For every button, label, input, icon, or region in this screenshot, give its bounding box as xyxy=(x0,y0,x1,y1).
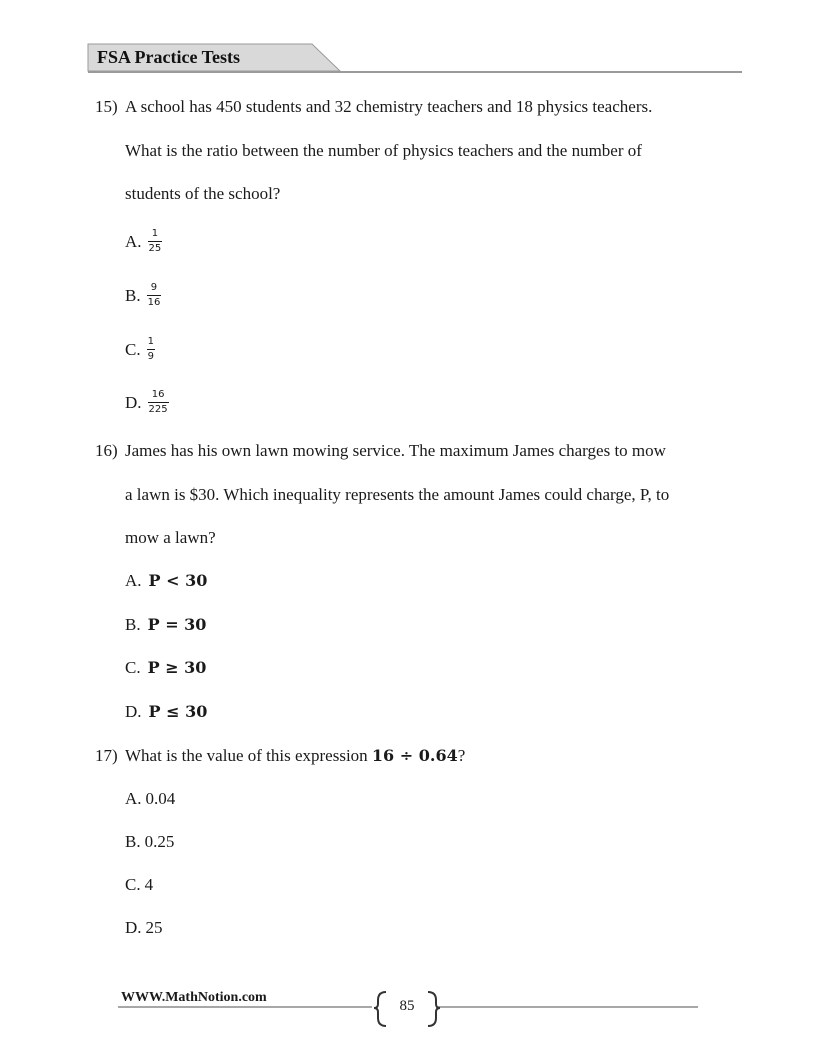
question-text-line: mow a lawn? xyxy=(125,528,216,547)
question-text: What is the value of this expression xyxy=(125,746,372,765)
question-expression: 16 ÷ 0.64 xyxy=(371,746,458,765)
option-expression: P = 30 xyxy=(147,615,207,634)
fraction xyxy=(148,228,163,255)
question-number: 15) xyxy=(95,97,118,116)
option-letter: B. xyxy=(125,615,141,634)
page-number: 85 xyxy=(399,998,415,1014)
numerator: 1 xyxy=(147,336,154,347)
numerator: 9 xyxy=(150,282,158,293)
option-letter: A. xyxy=(125,789,142,808)
option-letter: D. xyxy=(125,392,142,412)
option-letter: A. xyxy=(125,571,142,590)
answer-option-d[interactable] xyxy=(125,917,163,939)
option-expression: P ≥ 30 xyxy=(147,658,207,677)
question-text-line: a lawn is $30. Which inequality represents the amount James could charge, P, to xyxy=(125,485,670,504)
answer-option-d[interactable] xyxy=(125,389,169,416)
option-expression: P ≤ 30 xyxy=(148,702,208,721)
answer-option-b[interactable] xyxy=(125,831,174,853)
answer-option-b[interactable] xyxy=(125,282,161,309)
answer-option-c[interactable] xyxy=(125,874,153,896)
question-17 xyxy=(95,745,465,767)
question-15 xyxy=(95,96,652,118)
answer-option-b[interactable] xyxy=(125,614,206,636)
question-text-line: A school has 450 students and 32 chemistry teachers and 18 physics teachers. xyxy=(125,97,653,116)
question-16 xyxy=(95,440,666,462)
fraction xyxy=(147,282,162,309)
option-letter: C. xyxy=(125,875,141,894)
header-title: FSA Practice Tests xyxy=(97,47,240,67)
header-tab-shape xyxy=(0,0,816,80)
denominator: 225 xyxy=(148,404,168,415)
answer-option-a[interactable] xyxy=(125,788,175,810)
option-letter: D. xyxy=(125,702,142,721)
option-expression: P < 30 xyxy=(148,571,208,590)
page-header xyxy=(0,0,816,80)
option-text: 0.04 xyxy=(145,789,176,808)
denominator: 25 xyxy=(148,243,162,254)
question-suffix: ? xyxy=(457,746,466,765)
option-letter: A. xyxy=(125,231,142,251)
numerator: 1 xyxy=(151,228,159,239)
denominator: 9 xyxy=(147,351,154,362)
answer-option-a[interactable] xyxy=(125,570,207,592)
answer-option-c[interactable] xyxy=(125,657,206,679)
fraction xyxy=(148,389,169,416)
option-text: 4 xyxy=(144,875,154,894)
option-letter: D. xyxy=(125,918,142,937)
denominator: 16 xyxy=(147,297,161,308)
answer-option-d[interactable] xyxy=(125,701,207,723)
fraction xyxy=(147,336,155,363)
question-text-line: What is the ratio between the number of physics teachers and the number of xyxy=(125,141,642,160)
answer-option-c[interactable] xyxy=(125,336,155,363)
option-letter: B. xyxy=(125,285,141,305)
option-letter: C. xyxy=(125,658,141,677)
option-text: 25 xyxy=(145,918,163,937)
option-letter: C. xyxy=(125,339,141,359)
question-text-line: students of the school? xyxy=(125,184,281,203)
option-text: 0.25 xyxy=(144,832,175,851)
numerator: 16 xyxy=(151,389,165,400)
question-text-line: James has his own lawn mowing service. The maximum James charges to mow xyxy=(125,441,666,460)
question-number: 17) xyxy=(95,746,118,765)
question-number: 16) xyxy=(95,441,118,460)
answer-option-a[interactable] xyxy=(125,228,162,255)
footer-website: WWW.MathNotion.com xyxy=(121,990,267,1005)
option-letter: B. xyxy=(125,832,141,851)
